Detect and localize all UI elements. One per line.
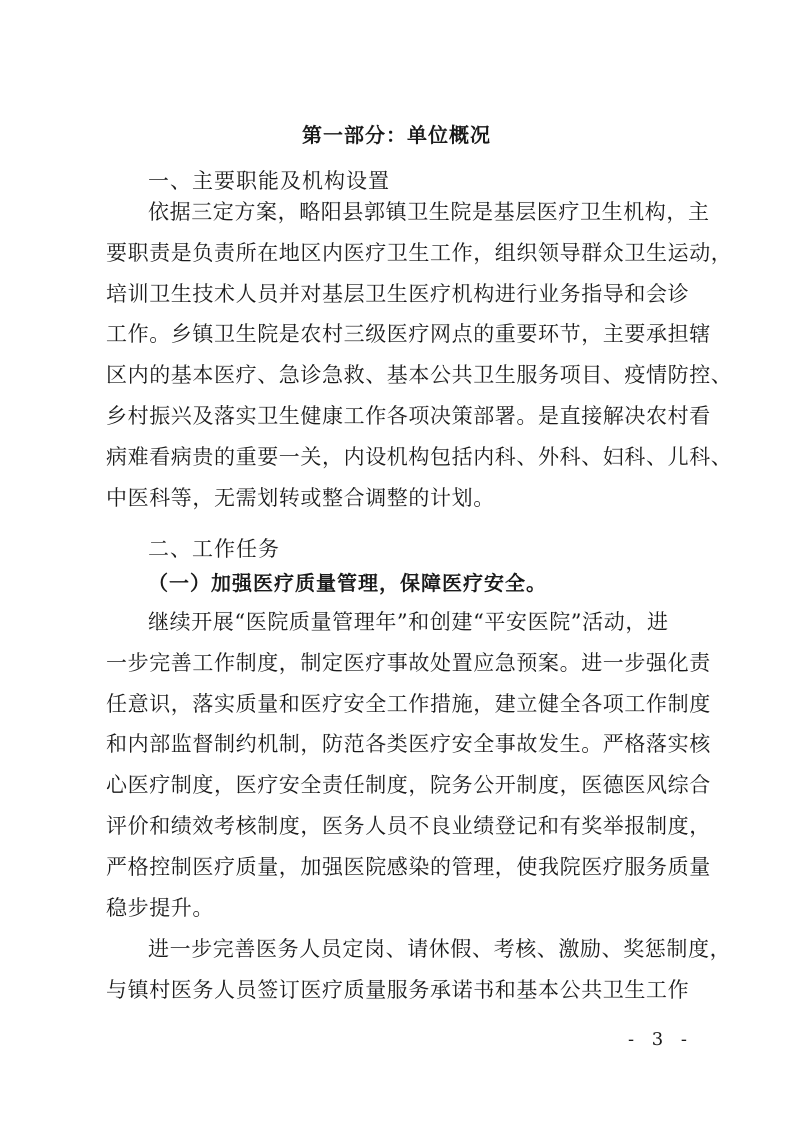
paragraph-line: 依据三定方案，略阳县郭镇卫生院是基层医疗卫生机构，主 (148, 200, 710, 224)
subsection-heading-quality: （一）加强医疗质量管理，保障医疗安全。 (148, 571, 547, 595)
paragraph-line: 心医疗制度，医疗安全责任制度，院务公开制度，医德医风综合 (106, 773, 711, 798)
paragraph-line: 区内的基本医疗、急诊急救、基本公共卫生服务项目、疫情防控、 (106, 363, 733, 388)
paragraph-line: 培训卫生技术人员并对基层卫生医疗机构进行业务指导和会诊 (106, 281, 690, 306)
section-heading-tasks: 二、工作任务 (148, 537, 280, 561)
paragraph-line: 与镇村医务人员签订医疗质量服务承诺书和基本公共卫生工作 (106, 977, 690, 1002)
part-title: 第一部分：单位概况 (302, 123, 491, 147)
paragraph-line: 要职责是负责所在地区内医疗卫生工作，组织领导群众卫生运动， (106, 240, 733, 265)
paragraph-line: 继续开展“医院质量管理年”和创建“平安医院”活动，进 (148, 610, 669, 634)
paragraph-line: 病难看病贵的重要一关，内设机构包括内科、外科、妇科、儿科、 (106, 444, 733, 469)
paragraph-line: 任意识，落实质量和医疗安全工作措施，建立健全各项工作制度 (106, 691, 711, 716)
paragraph-line: 稳步提升。 (106, 895, 214, 920)
section2-paragraph-2 (106, 929, 732, 1011)
section2-paragraph-1 (106, 602, 711, 928)
page-number: - 3 - (627, 1029, 693, 1050)
section-heading-functions: 一、主要职能及机构设置 (148, 169, 390, 193)
section1-paragraph (106, 192, 733, 518)
paragraph-line: 进一步完善医务人员定岗、请休假、考核、激励、奖惩制度， (148, 937, 732, 961)
paragraph-line: 和内部监督制约机制，防范各类医疗安全事故发生。严格落实核 (106, 732, 711, 757)
paragraph-line: 中医科等，无需划转或整合调整的计划。 (106, 485, 495, 510)
paragraph-line: 严格控制医疗质量，加强医院感染的管理，使我院医疗服务质量 (106, 854, 711, 879)
paragraph-line: 一步完善工作制度，制定医疗事故处置应急预案。进一步强化责 (106, 650, 711, 675)
paragraph-line: 乡村振兴及落实卫生健康工作各项决策部署。是直接解决农村看 (106, 403, 711, 428)
paragraph-line: 工作。乡镇卫生院是农村三级医疗网点的重要环节，主要承担辖 (106, 322, 711, 347)
paragraph-line: 评价和绩效考核制度，医务人员不良业绩登记和有奖举报制度， (106, 813, 711, 838)
